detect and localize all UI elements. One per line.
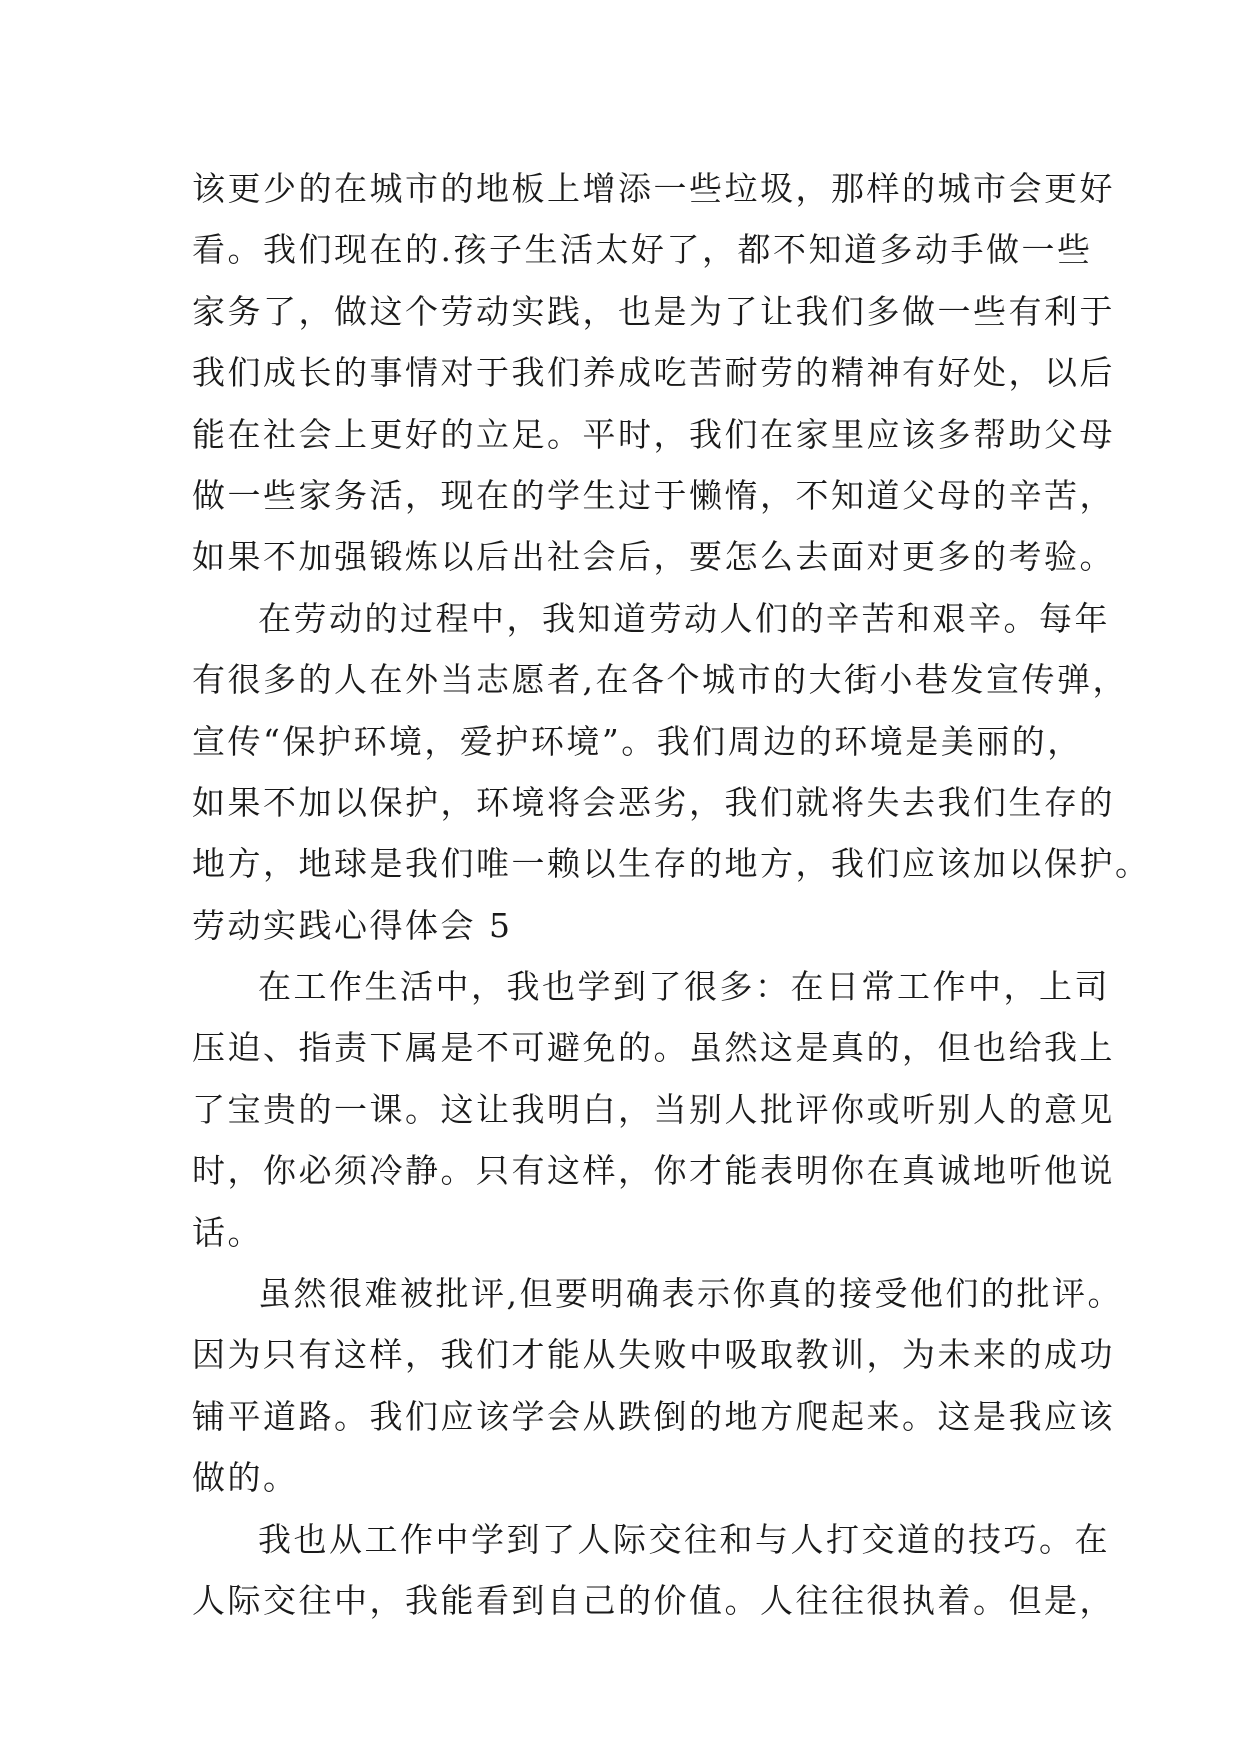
paragraph-line: 做一些家务活，现在的学生过于懒惰，不知道父母的辛苦， xyxy=(192,475,1115,515)
paragraph-line: 铺平道路。我们应该学会从跌倒的地方爬起来。这是我应该 xyxy=(192,1396,1115,1436)
section-heading: 劳动实践心得体会 5 xyxy=(192,905,513,945)
document-body xyxy=(192,158,1151,1631)
paragraph-line: 话。 xyxy=(192,1212,263,1252)
paragraph-line: 在劳动的过程中，我知道劳动人们的辛苦和艰辛。每年 xyxy=(258,598,1110,638)
paragraph-line: 看。我们现在的.孩子生活太好了，都不知道多动手做一些 xyxy=(192,230,1093,270)
paragraph-line: 家务了，做这个劳动实践，也是为了让我们多做一些有利于 xyxy=(192,291,1115,331)
paragraph-line: 该更少的在城市的地板上增添一些垃圾，那样的城市会更好 xyxy=(192,169,1115,208)
paragraph-line: 有很多的人在外当志愿者,在各个城市的大街小巷发宣传弹， xyxy=(192,660,1128,700)
paragraph-line: 我们成长的事情对于我们养成吃苦耐劳的精神有好处，以后 xyxy=(192,353,1115,393)
paragraph-line: 时，你必须冷静。只有这样，你才能表明你在真诚地听他说 xyxy=(192,1151,1115,1191)
paragraph-line: 如果不加以保护，环境将会恶劣，我们就将失去我们生存的 xyxy=(192,782,1115,822)
paragraph-line: 压迫、指责下属是不可避免的。虽然这是真的，但也给我上 xyxy=(192,1028,1115,1068)
paragraph-line: 如果不加强锻炼以后出社会后，要怎么去面对更多的考验。 xyxy=(192,537,1115,577)
paragraph-line: 虽然很难被批评,但要明确表示你真的接受他们的批评。 xyxy=(258,1274,1123,1314)
paragraph-line: 能在社会上更好的立足。平时，我们在家里应该多帮助父母 xyxy=(192,414,1115,454)
paragraph-line: 因为只有这样，我们才能从失败中吸取教训，为未来的成功 xyxy=(192,1335,1115,1375)
paragraph-line: 我也从工作中学到了人际交往和与人打交道的技巧。在 xyxy=(258,1519,1110,1559)
paragraph-line: 人际交往中，我能看到自己的价值。人往往很执着。但是， xyxy=(192,1580,1115,1620)
paragraph-line: 宣传“保护环境，爱护环境”。我们周边的环境是美丽的， xyxy=(192,721,1083,761)
paragraph-line: 地方，地球是我们唯一赖以生存的地方，我们应该加以保护。 xyxy=(192,844,1151,884)
paragraph-line: 了宝贵的一课。这让我明白，当别人批评你或听别人的意见 xyxy=(192,1089,1115,1129)
paragraph-line: 做的。 xyxy=(192,1458,299,1498)
paragraph-line: 在工作生活中，我也学到了很多：在日常工作中，上司 xyxy=(258,967,1110,1007)
